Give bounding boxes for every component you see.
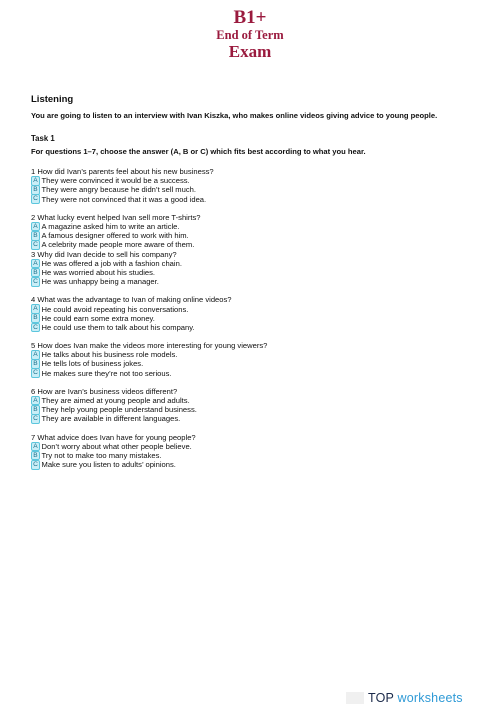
answer-option[interactable] (31, 240, 471, 249)
section-heading: Listening (31, 94, 74, 105)
exam-title (0, 8, 500, 61)
footer-brand (346, 690, 498, 706)
footer-worksheets: worksheets (393, 691, 463, 705)
question-text: 7 What advice does Ivan have for young people? (31, 432, 196, 442)
answer-option[interactable] (31, 185, 471, 194)
question-text: 1 How did Ivan’s parents feel about his new business? (31, 167, 214, 176)
answer-option[interactable] (31, 259, 471, 268)
option-letter-box[interactable]: A (31, 259, 40, 269)
answer-option[interactable] (31, 314, 471, 323)
option-letter-box[interactable]: A (31, 396, 40, 406)
option-letter-box[interactable]: A (31, 176, 40, 186)
option-letter-box[interactable]: C (31, 277, 40, 287)
question-text: 2 What lucky event helped Ivan sell more T-shirts? (31, 212, 201, 222)
answer-option[interactable] (31, 231, 471, 240)
answer-option[interactable] (31, 176, 471, 185)
question-group (31, 341, 471, 378)
option-text: He could use them to talk about his company. (41, 322, 195, 332)
option-text: A magazine asked him to write an article. (41, 221, 180, 231)
exam-subtitle: End of Term (216, 28, 284, 42)
option-letter-box[interactable]: A (31, 304, 40, 314)
answer-option[interactable] (31, 414, 471, 423)
answer-option[interactable] (31, 195, 471, 204)
option-text: They help young people understand business. (41, 405, 197, 415)
option-text: He makes sure they’re not too serious. (41, 368, 172, 378)
question-group (31, 167, 471, 204)
option-letter-box[interactable]: A (31, 222, 40, 232)
instruction-text: For questions 1–7, choose the answer (A, B or C) which fits best according to what you hear. (31, 147, 366, 156)
option-letter-box[interactable]: B (31, 405, 40, 415)
option-letter-box[interactable]: C (31, 414, 40, 424)
question-text: 6 How are Ivan’s business videos different? (31, 386, 178, 396)
option-letter-box[interactable]: C (31, 368, 40, 378)
footer-logo-text (368, 691, 463, 705)
option-letter-box[interactable]: C (31, 460, 40, 470)
footer-logo-box (346, 692, 364, 704)
footer-top: TOP (368, 691, 394, 705)
question-group (31, 387, 471, 424)
answer-option[interactable] (31, 359, 471, 368)
answer-option[interactable] (31, 222, 471, 231)
question-group (31, 433, 471, 470)
option-letter-box[interactable]: C (31, 194, 40, 204)
question-group (31, 213, 471, 287)
answer-option[interactable] (31, 350, 471, 359)
exam-content (31, 94, 471, 478)
answer-option[interactable] (31, 277, 471, 286)
option-letter-box[interactable]: B (31, 451, 40, 461)
option-letter-box[interactable]: B (31, 231, 40, 241)
option-text: Don’t worry about what other people believe. (41, 441, 192, 451)
option-letter-box[interactable]: A (31, 442, 40, 452)
answer-option[interactable] (31, 268, 471, 277)
option-text: Try not to make too many mistakes. (41, 450, 162, 460)
option-text: They were angry because he didn’t sell much. (41, 185, 196, 195)
option-letter-box[interactable]: C (31, 323, 40, 333)
option-text: Make sure you listen to adults’ opinions. (41, 460, 176, 470)
option-text: He was worried about his studies. (41, 267, 156, 277)
answer-option[interactable] (31, 460, 471, 469)
option-text: They are aimed at young people and adults. (41, 396, 190, 406)
option-letter-box[interactable]: B (31, 313, 40, 323)
answer-option[interactable] (31, 451, 471, 460)
question-text: 5 How does Ivan make the videos more interesting for young viewers? (31, 341, 268, 351)
exam-word: Exam (228, 42, 272, 61)
option-text: A celebrity made people more aware of them. (41, 240, 195, 250)
option-letter-box[interactable]: B (31, 268, 40, 278)
option-text: He could earn some extra money. (41, 313, 155, 323)
option-text: He was unhappy being a manager. (41, 277, 159, 287)
question-group (31, 295, 471, 332)
option-letter-box[interactable]: C (31, 240, 40, 250)
option-text: He was offered a job with a fashion chain. (41, 258, 182, 268)
question-text: 4 What was the advantage to Ivan of making online videos? (31, 295, 232, 305)
answer-option[interactable] (31, 323, 471, 332)
option-letter-box[interactable]: A (31, 350, 40, 360)
option-text: They are available in different languages. (41, 414, 181, 424)
option-text: They were not convinced that it was a good idea. (41, 194, 207, 204)
intro-text: You are going to listen to an interview with Ivan Kiszka, who makes online videos giving advice to young people. (31, 111, 438, 120)
question-list (31, 167, 471, 469)
option-text: A famous designer offered to work with him. (41, 231, 189, 241)
option-text: He talks about his business role models. (41, 350, 178, 360)
option-letter-box[interactable]: B (31, 359, 40, 369)
option-text: He could avoid repeating his conversations. (41, 304, 189, 314)
task-heading: Task 1 (31, 134, 55, 143)
answer-option[interactable] (31, 405, 471, 414)
answer-option[interactable] (31, 396, 471, 405)
answer-option[interactable] (31, 305, 471, 314)
answer-option[interactable] (31, 442, 471, 451)
exam-level: B1+ (233, 7, 267, 28)
option-text: He tells lots of business jokes. (41, 359, 144, 369)
option-text: They were convinced it would be a success. (41, 176, 190, 186)
answer-option[interactable] (31, 369, 471, 378)
question-text: 3 Why did Ivan decide to sell his company? (31, 249, 177, 259)
option-letter-box[interactable]: B (31, 185, 40, 195)
